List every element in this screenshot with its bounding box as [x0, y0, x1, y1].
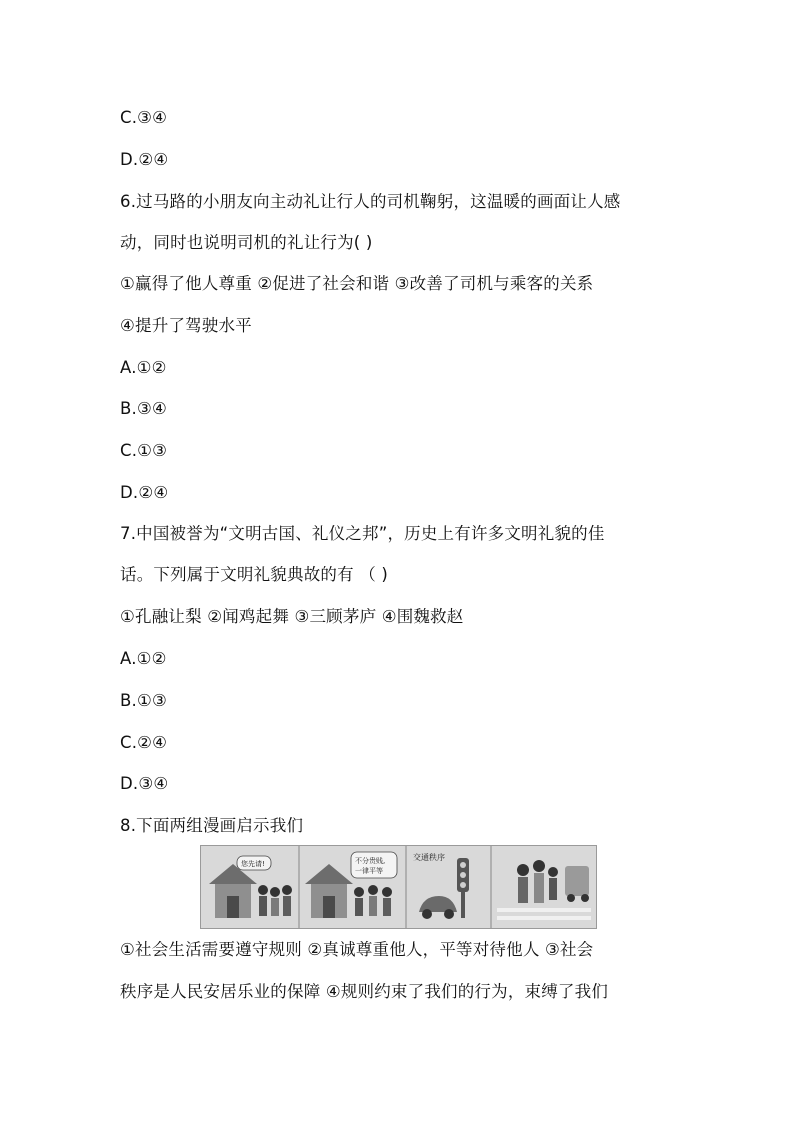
q6-option-c: C.①③: [120, 441, 168, 460]
q6-option-a: A.①②: [120, 358, 167, 377]
q6-stem-line1: 6.过马路的小朋友向主动礼让行人的司机鞠躬，这温暖的画面让人感: [120, 192, 621, 211]
q8-statements-line1: ①社会生活需要遵守规则 ②真诚尊重他人，平等对待他人 ③社会: [120, 940, 594, 959]
comic-sign: 交通秩序: [413, 853, 445, 862]
comic-bubble-2b: 一律平等: [355, 867, 383, 875]
q7-stem-line2: 话。下列属于文明礼貌典故的有 （ ): [120, 565, 389, 584]
q7-option-c: C.②④: [120, 733, 168, 752]
q6-statements-line2: ④提升了驾驶水平: [120, 316, 252, 335]
q7-option-a: A.①②: [120, 649, 167, 668]
comic-panel-3: [413, 852, 469, 919]
comic-illustration: [200, 845, 597, 929]
q6-stem-line2: 动，同时也说明司机的礼让行为( ): [120, 233, 373, 252]
q8-statements-line2: 秩序是人民安居乐业的保障 ④规则约束了我们的行为，束缚了我们: [120, 982, 609, 1001]
comic-panel-2: [305, 852, 397, 918]
comic-panel-4: [497, 860, 591, 920]
q7-option-d: D.③④: [120, 774, 169, 793]
q7-option-b: B.①③: [120, 691, 167, 710]
q6-option-b: B.③④: [120, 399, 167, 418]
q7-stem-line1: 7.中国被誉为“文明古国、礼仪之邦”，历史上有许多文明礼貌的佳: [120, 524, 605, 543]
comic-bubble-2: 不分贵贱,: [355, 857, 386, 865]
q6-statements-line1: ①赢得了他人尊重 ②促进了社会和谐 ③改善了司机与乘客的关系: [120, 274, 594, 293]
q8-stem: 8.下面两组漫画启示我们: [120, 816, 304, 835]
q5-option-c: C.③④: [120, 108, 168, 127]
q5-option-d: D.②④: [120, 150, 169, 169]
q6-option-d: D.②④: [120, 483, 169, 502]
comic-bubble-1: 您先请!: [241, 860, 265, 868]
comic-panel-1: [209, 856, 292, 918]
q7-statements: ①孔融让梨 ②闻鸡起舞 ③三顾茅庐 ④围魏救赵: [120, 607, 464, 626]
